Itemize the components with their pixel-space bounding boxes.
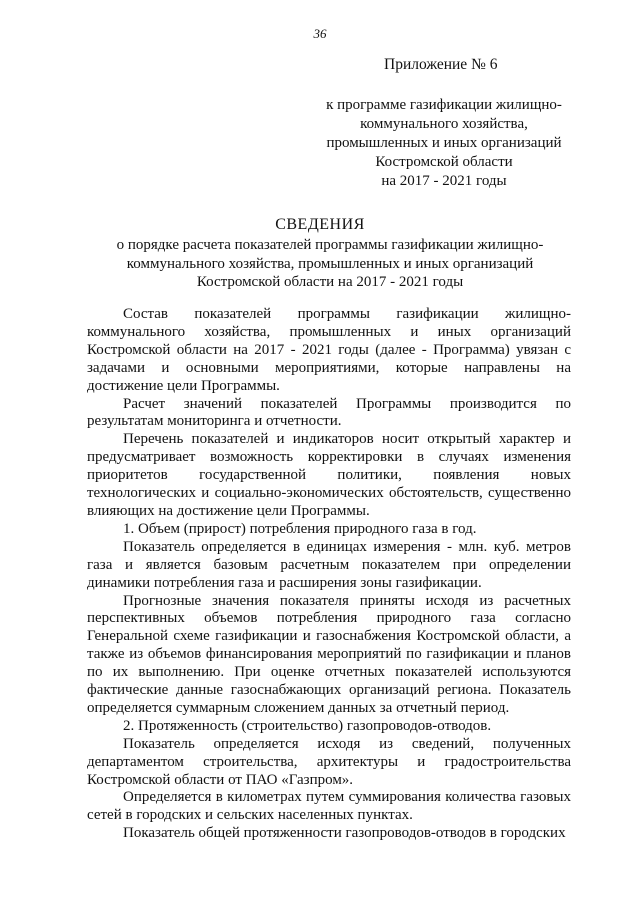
body-paragraph: Расчет значений показателей Программы производится по результатам мониторинга и отчетности. [87, 395, 571, 430]
appendix-line: к программе газификации жилищно- [326, 97, 562, 113]
appendix-line: Костромской области [375, 154, 513, 170]
body-paragraph: Определяется в километрах путем суммирования количества газовых сетей в городских и сельских населенных пунктах. [87, 789, 571, 824]
body-paragraph: Состав показателей программы газификации жилищно-коммунального хозяйства, промышленных и иных организаций Костромской области на 2017 - 2021 годы (далее - Программа) увязан с задачами и основными мероприятиями, которые направлены на достижение цели Программы. [87, 306, 571, 394]
body-paragraph: Показатель определяется исходя из сведений, полученных департаментом строительства, архитектуры и градостроительства Костромской области от ПАО «Газпром». [87, 735, 571, 788]
appendix-title: Приложение № 6 [384, 56, 498, 73]
document-heading: СВЕДЕНИЯ [275, 216, 365, 233]
body-paragraph: Показатель определяется в единицах измерения - млн. куб. метров газа и является базовым расчетным показателем при определении динамики потребления газа и расширения зоны газификации. [87, 538, 571, 591]
section-heading: 2. Протяженность (строительство) газопроводов-отводов. [123, 717, 492, 734]
document-subheading: о порядке расчета показателей программы газификации жилищно-коммунального хозяйства, промышленных и иных организаций Костромской области на 2017 - 2021 годы [116, 237, 544, 290]
body-paragraph: Перечень показателей и индикаторов носит открытый характер и предусматривает возможность корректировки в случаях изменения приоритетов государственной политики, появления новых технологических и социально-экономических обстоятельств, существенно влияющих на достижение цели Программы. [87, 431, 571, 519]
appendix-line: на 2017 - 2021 годы [381, 173, 507, 189]
appendix-line: промышленных и иных организаций [326, 135, 562, 151]
section-heading: 1. Объем (прирост) потребления природного газа в год. [123, 520, 477, 537]
appendix-reference [300, 96, 588, 191]
appendix-line: коммунального хозяйства, [360, 116, 528, 132]
body-paragraph: Показатель общей протяженности газопроводов-отводов в городских [123, 825, 566, 842]
page-number: 36 [313, 26, 327, 41]
body-paragraph: Прогнозные значения показателя приняты исходя из расчетных перспективных объемов потребления природного газа согласно Генеральной схеме газификации и газоснабжения Костромской области, а также из объемов финансирования мероприятий по газификации и планов по их выполнению. При оценке отчетных показателей используются фактические данные газоснабжающих организаций региона. Показатель определяется суммарным сложением данных за отчетный период. [87, 592, 571, 716]
document-body [87, 306, 571, 843]
